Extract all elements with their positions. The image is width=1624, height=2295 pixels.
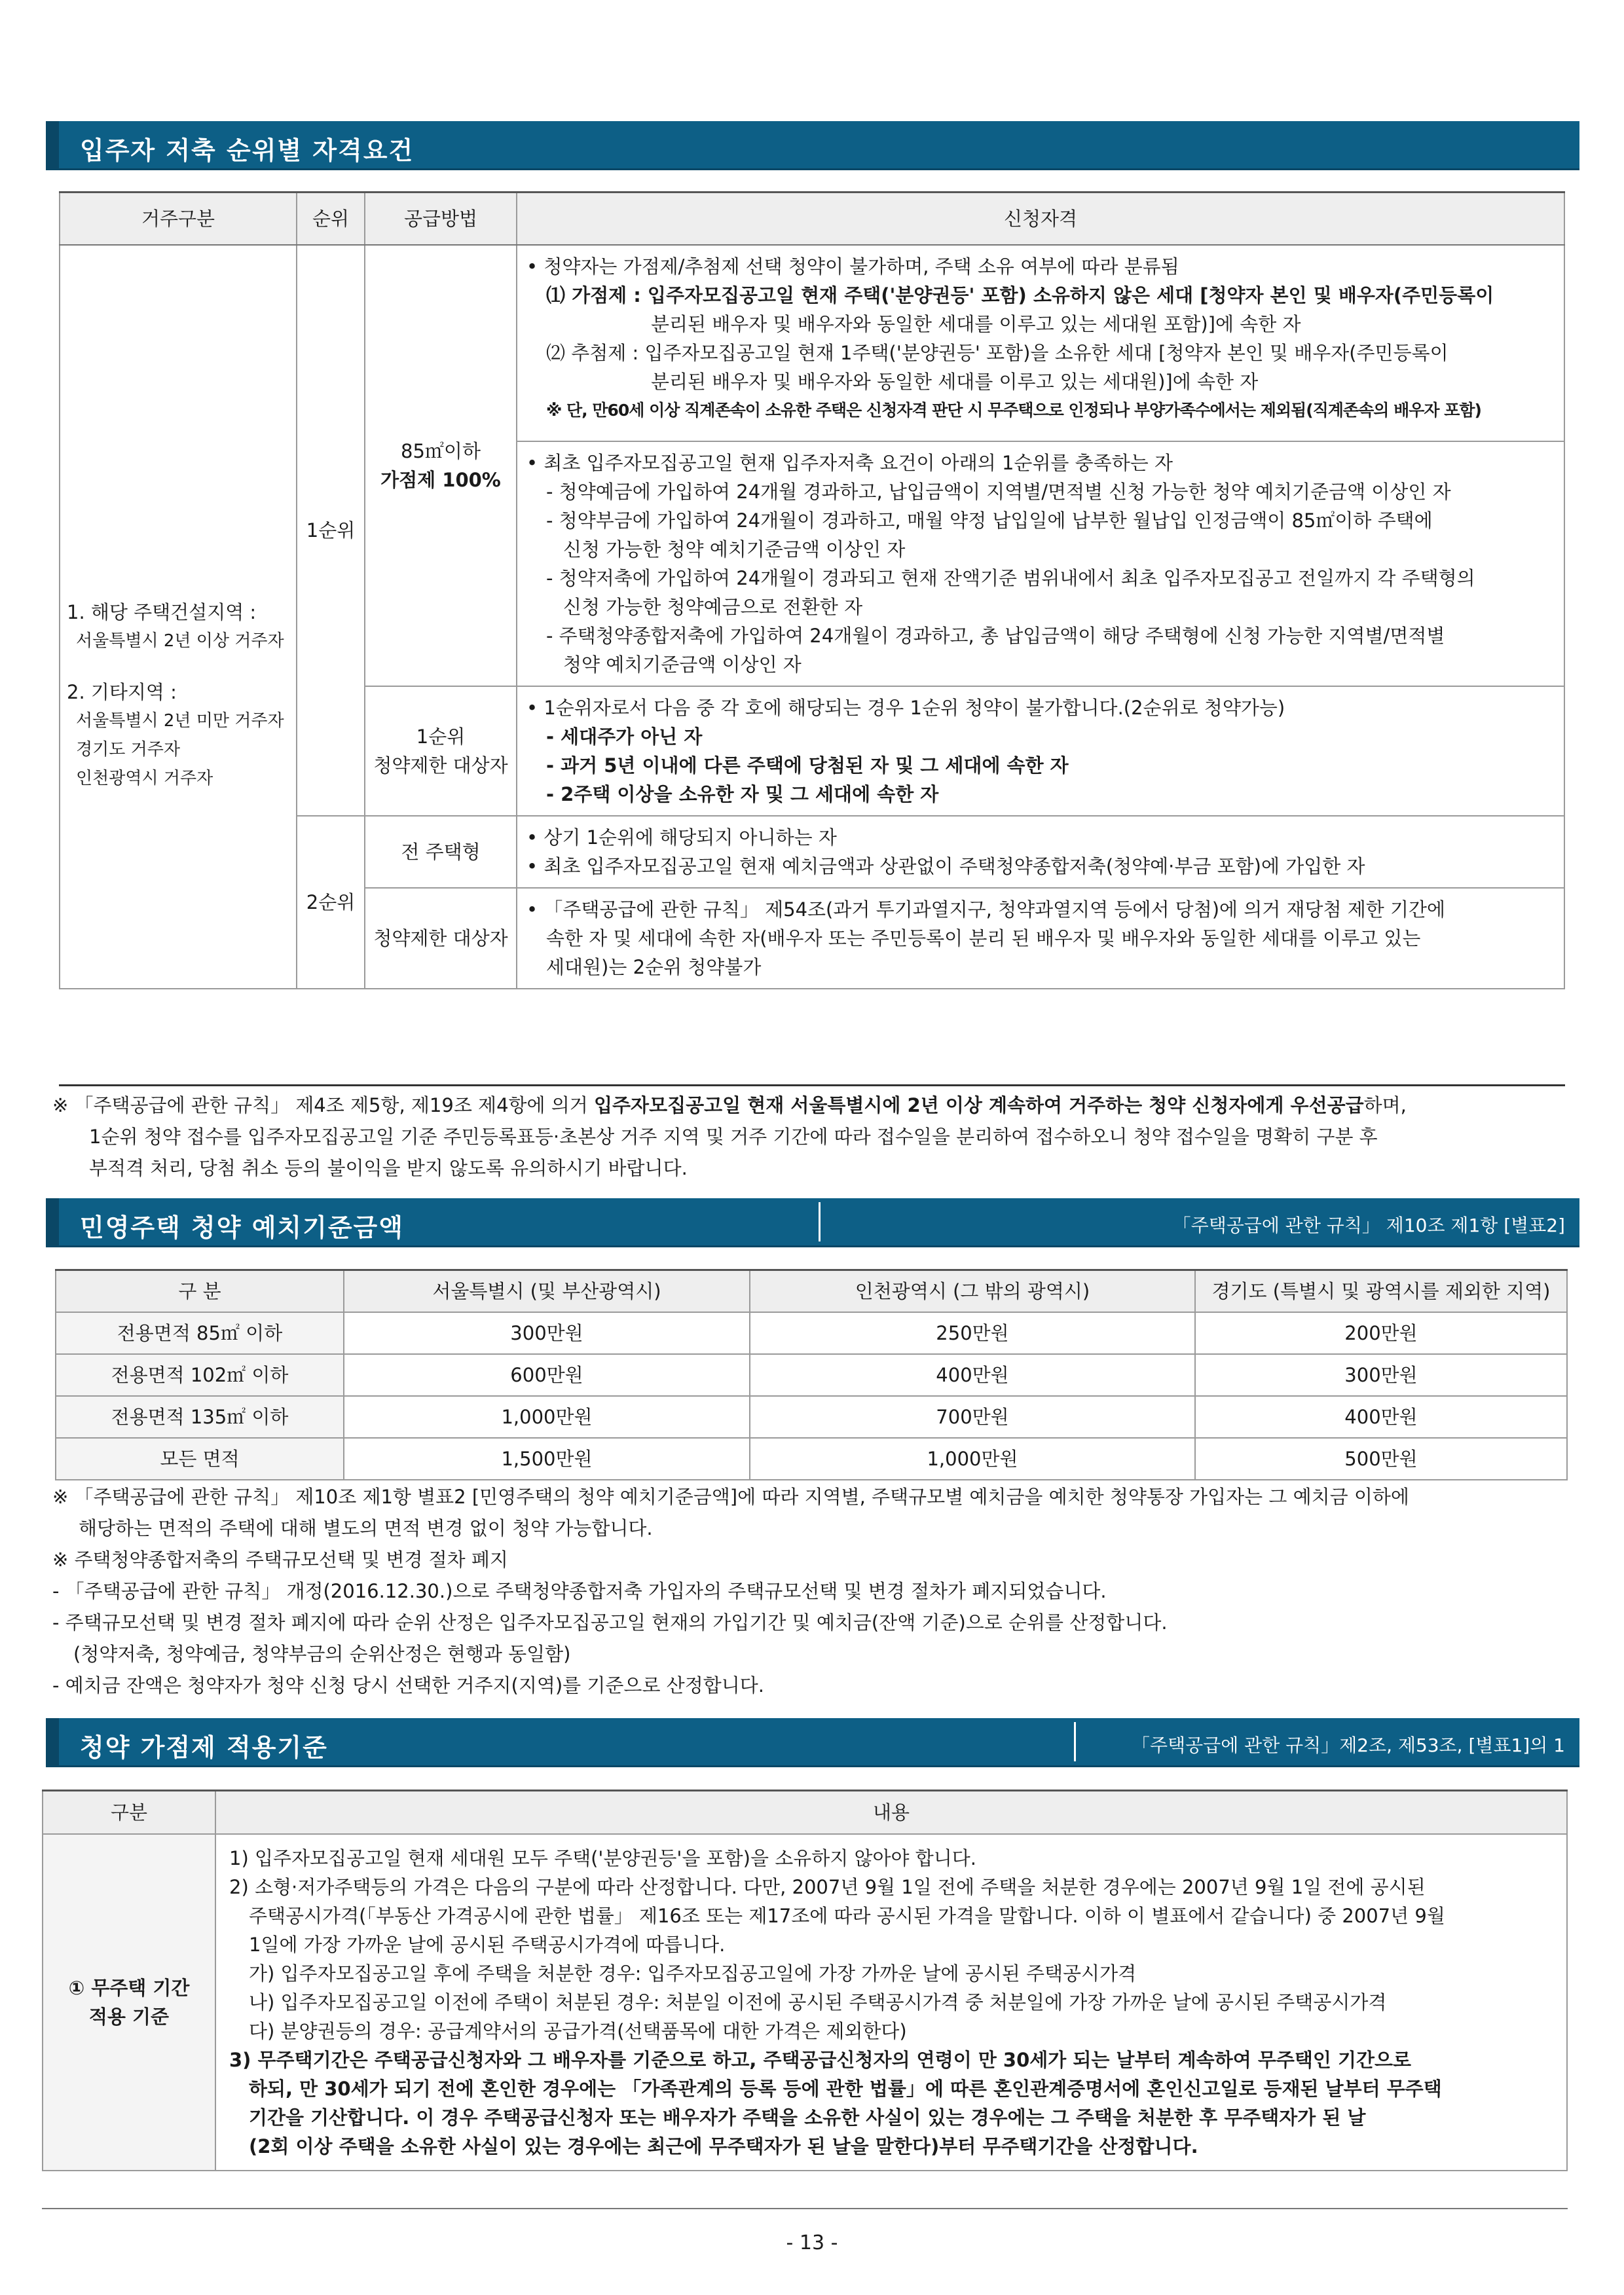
label-line: ① 무주택 기간 — [68, 1977, 190, 1999]
method-point: 가점제 100% — [380, 469, 501, 491]
header-category: 구 분 — [56, 1270, 344, 1313]
qualification-table — [59, 191, 1565, 989]
table-header-row — [56, 1270, 1567, 1313]
text-line: 기간을 기산합니다. 이 경우 주택공급신청자 또는 배우자가 주택을 소유한 사실이 있는 경우에는 그 주택을 처분한 후 무주택자가 된 날 — [249, 2106, 1366, 2129]
text-line: • 「주택공급에 관한 규칙」 제54조(과거 투기과열지구, 청약과열지역 등에서 당첨)에 의거 재당첨 제한 기간에 — [526, 898, 1446, 921]
cell-value: 1,500만원 — [344, 1438, 750, 1480]
priority-note-2: 1순위 청약 접수를 입주자모집공고일 기준 주민등록표등·초본상 거주 지역 및 거주 기간에 따라 접수일을 분리하여 접수하오니 청약 접수일을 명확히 구분 후 — [89, 1126, 1378, 1148]
table-header-row — [60, 193, 1564, 246]
cell-value: 400만원 — [750, 1354, 1195, 1396]
text-line: - 주택청약종합저축에 가입하여 24개월이 경과하고, 총 납입금액이 해당 주택형에 신청 가능한 지역별/면적별 — [546, 625, 1445, 647]
text-line: 1) 입주자모집공고일 현재 세대원 모두 주택('분양권등'을 포함)을 소유하지 않아야 합니다. — [229, 1847, 977, 1869]
cell-value: 300만원 — [1195, 1354, 1567, 1396]
cell-value: 400만원 — [1195, 1396, 1567, 1438]
qualification-cell-b — [517, 441, 1564, 686]
region-2-desc-2: 경기도 거주자 — [76, 740, 180, 760]
ref-divider — [1074, 1722, 1076, 1761]
region-2-desc-1: 서울특별시 2년 미만 거주자 — [76, 711, 284, 731]
section-title: 입주자 저축 순위별 자격요건 — [80, 136, 415, 165]
text-line: - 과거 5년 이내에 다른 주택에 당첨된 자 및 그 세대에 속한 자 — [546, 754, 1069, 777]
text-line: 청약 예치기준금액 이상인 자 — [563, 653, 802, 676]
spacer — [67, 655, 287, 678]
page-bottom-rule — [42, 2208, 1568, 2209]
text-line: 1일에 가장 가까운 날에 공시된 주택공시가격에 따릅니다. — [249, 1934, 726, 1956]
priority-note-3: 부적격 처리, 당첨 취소 등의 불이익을 받지 않도록 유의하시기 바랍니다. — [89, 1157, 688, 1179]
section-title: 민영주택 청약 예치기준금액 — [80, 1213, 404, 1242]
header-method: 공급방법 — [365, 193, 517, 246]
text-line: 신청 가능한 청약예금으로 전환한 자 — [563, 596, 863, 618]
text-line: - 2주택 이상을 소유한 자 및 그 세대에 속한 자 — [546, 783, 939, 805]
method-point-cell — [365, 245, 517, 686]
priority-note — [52, 1090, 1407, 1121]
method-label: 1순위 — [416, 725, 466, 748]
text-line: - 청약저축에 가입하여 24개월이 경과되고 현재 잔액기준 범위내에서 최초 입주자모집공고 전일까지 각 주택형의 — [546, 567, 1475, 589]
deposit-note-7: - 예치금 잔액은 청약자가 청약 신청 당시 선택한 거주지(지역)를 기준으로 산정합니다. — [52, 1674, 764, 1697]
text-line: • 청약자는 가점제/추첨제 선택 청약이 불가하며, 주택 소유 여부에 따라 분류됨 — [526, 255, 1179, 278]
text-line: 속한 자 및 세대에 속한 자(배우자 또는 주민등록이 분리 된 배우자 및 배우자와 동일한 세대를 이루고 있는 — [546, 927, 1421, 949]
deposit-note-1: ※ 「주택공급에 관한 규칙」 제10조 제1항 별표2 [민영주택의 청약 예치기준금액]에 따라 지역별, 주택규모별 예치금을 예치한 청약통장 가입자는 그 예치금 이하에 — [52, 1486, 1409, 1508]
table-row — [60, 245, 1564, 441]
text-line: 3) 무주택기간은 주택공급신청자와 그 배우자를 기준으로 하고, 주택공급신청자의 연령이 만 30세가 되는 날부터 계속하여 무주택인 기간으로 — [229, 2049, 1412, 2071]
cell-value: 1,000만원 — [750, 1438, 1195, 1480]
method-restricted-cell — [365, 686, 517, 816]
table-header-row — [43, 1791, 1567, 1835]
region-1-label: 1. 해당 주택건설지역 : — [67, 601, 257, 623]
table-bottom-rule — [59, 1084, 1565, 1086]
table-row — [56, 1396, 1567, 1438]
cell-value: 250만원 — [750, 1312, 1195, 1354]
section-title: 청약 가점제 적용기준 — [80, 1733, 328, 1762]
deposit-note-6: (청약저축, 청약예금, 청약부금의 순위산정은 현행과 동일함) — [73, 1643, 571, 1665]
section-header-point-system — [46, 1718, 1579, 1767]
method-restricted-2-cell: 청약제한 대상자 — [365, 888, 517, 989]
region-1-desc: 서울특별시 2년 이상 거주자 — [76, 631, 284, 651]
content-cell — [215, 1834, 1567, 2171]
text-line: • 최초 입주자모집공고일 현재 입주자저축 요건이 아래의 1순위를 충족하는 자 — [526, 452, 1173, 474]
region-2-desc-3: 인천광역시 거주자 — [76, 769, 213, 788]
qualification-cell-d — [517, 816, 1564, 888]
text-line: 다) 분양권등의 경우: 공급계약서의 공급가격(선택품목에 대한 가격은 제외한다) — [249, 2020, 907, 2042]
row-label: 전용면적 135㎡ 이하 — [56, 1396, 344, 1438]
ref-divider — [819, 1202, 821, 1241]
table-row — [56, 1354, 1567, 1396]
text-line: 하되, 만 30세가 되기 전에 혼인한 경우에는 「가족관계의 등록 등에 관한 법률」에 따른 혼인관계증명서에 혼인신고일로 등재된 날부터 무주택 — [249, 2078, 1442, 2100]
section-header-subscription-qualification — [46, 121, 1579, 170]
row-label: 모든 면적 — [56, 1438, 344, 1480]
text-line: (2회 이상 주택을 소유한 사실이 있는 경우에는 최근에 무주택자가 된 날을 말한다)부터 무주택기간을 산정합니다. — [249, 2135, 1198, 2157]
header-rank: 순위 — [297, 193, 365, 246]
header-residence: 거주구분 — [60, 193, 297, 246]
text-line: • 최초 입주자모집공고일 현재 예치금액과 상관없이 주택청약종합저축(청약예·부금 포함)에 가입한 자 — [526, 855, 1365, 877]
text-line: ⑵ 추첨제 : 입주자모집공고일 현재 1주택('분양권등' 포함)을 소유한 세대 [청약자 본인 및 배우자(주민등록이 — [546, 342, 1449, 364]
text-bold: ⑴ 가점제 : 입주자모집공고일 현재 주택('분양권등' 포함) 소유하지 않은 세대 [청약자 본인 및 배우자(주민등록이 — [546, 284, 1494, 306]
section-header-deposit-amount — [46, 1198, 1579, 1247]
method-area: 85㎡이하 — [401, 440, 481, 462]
section-accent — [46, 1198, 59, 1245]
deposit-note-3: ※ 주택청약종합저축의 주택규모선택 및 변경 절차 폐지 — [52, 1549, 508, 1571]
text-line: 분리된 배우자 및 배우자와 동일한 세대를 이루고 있는 세대원 포함)]에 속한 자 — [651, 313, 1301, 335]
text-line: ※ 단, 만60세 이상 직계존속이 소유한 주택은 신청자격 판단 시 무주택으로 인정되나 부양가족수에서는 제외됨(직계존속의 배우자 포함) — [546, 401, 1481, 420]
method-all-cell: 전 주택형 — [365, 816, 517, 888]
table-row — [56, 1312, 1567, 1354]
label-line: 적용 기준 — [88, 2006, 170, 2028]
text-line: 2) 소형·저가주택등의 가격은 다음의 구분에 따라 산정합니다. 다만, 2007년 9월 1일 전에 주택을 처분한 경우에는 2007년 9월 1일 전에 공시된 — [229, 1876, 1426, 1898]
cell-value: 200만원 — [1195, 1312, 1567, 1354]
section-reference: 「주택공급에 관한 규칙」 제10조 제1항 [별표2] — [1172, 1215, 1565, 1236]
method-label: 청약제한 대상자 — [373, 754, 508, 777]
header-seoul: 서울특별시 (및 부산광역시) — [344, 1270, 750, 1313]
text-line: 나) 입주자모집공고일 이전에 주택이 처분된 경우: 처분일 이전에 공시된 주택공시가격 중 처분일에 가장 가까운 날에 공시된 주택공시가격 — [249, 1991, 1387, 2013]
text-line — [526, 281, 1555, 310]
note-text: 하며, — [1363, 1094, 1407, 1116]
cell-value: 500만원 — [1195, 1438, 1567, 1480]
qualification-cell-c — [517, 686, 1564, 816]
row-label — [43, 1834, 215, 2171]
deposit-note-4: - 「주택공급에 관한 규칙」 개정(2016.12.30.)으로 주택청약종합저축 가입자의 주택규모선택 및 변경 절차가 폐지되었습니다. — [52, 1580, 1107, 1602]
note-text: ※ 「주택공급에 관한 규칙」 제4조 제5항, 제19조 제4항에 의거 — [52, 1094, 595, 1116]
header-gyeonggi: 경기도 (특별시 및 광역시를 제외한 지역) — [1195, 1270, 1567, 1313]
text-line: 분리된 배우자 및 배우자와 동일한 세대를 이루고 있는 세대원)]에 속한 자 — [651, 371, 1259, 393]
deposit-note-2: 해당하는 면적의 주택에 대해 별도의 면적 변경 없이 청약 가능합니다. — [79, 1517, 653, 1539]
note-bold: 입주자모집공고일 현재 서울특별시에 2년 이상 계속하여 거주하는 청약 신청자에게 우선공급 — [594, 1094, 1364, 1116]
residence-cell — [60, 245, 297, 989]
header-category: 구분 — [43, 1791, 215, 1835]
cell-value: 1,000만원 — [344, 1396, 750, 1438]
header-qualification: 신청자격 — [517, 193, 1564, 246]
row-label: 전용면적 85㎡ 이하 — [56, 1312, 344, 1354]
table-row — [56, 1438, 1567, 1480]
text-line: 세대원)는 2순위 청약불가 — [546, 956, 762, 978]
header-incheon: 인천광역시 (그 밖의 광역시) — [750, 1270, 1195, 1313]
region-2-label: 2. 기타지역 : — [67, 681, 177, 703]
cell-value: 300만원 — [344, 1312, 750, 1354]
text-line: • 상기 1순위에 해당되지 아니하는 자 — [526, 826, 837, 849]
text-line: 가) 입주자모집공고일 후에 주택을 처분한 경우: 입주자모집공고일에 가장 가까운 날에 공시된 주택공시가격 — [249, 1962, 1137, 1985]
section-accent — [46, 1718, 59, 1765]
section-accent — [46, 121, 59, 168]
text-line: • 1순위자로서 다음 중 각 호에 해당되는 경우 1순위 청약이 불가합니다.(2순위로 청약가능) — [526, 697, 1285, 719]
cell-value: 600만원 — [344, 1354, 750, 1396]
section-reference: 「주택공급에 관한 규칙」제2조, 제53조, [별표1]의 1 — [1132, 1735, 1565, 1756]
deposit-note-5: - 주택규모선택 및 변경 절차 폐지에 따라 순위 산정은 입주자모집공고일 현재의 가입기간 및 예치금(잔액 기준)으로 순위를 산정합니다. — [52, 1611, 1168, 1634]
cell-value: 700만원 — [750, 1396, 1195, 1438]
text-line: - 청약부금에 가입하여 24개월이 경과하고, 매월 약정 납입일에 납부한 월납입 인정금액이 85㎡이하 주택에 — [546, 509, 1433, 532]
qualification-cell-e — [517, 888, 1564, 989]
rank-1-cell: 1순위 — [297, 245, 365, 816]
rank-2-cell: 2순위 — [297, 816, 365, 989]
text-line: 신청 가능한 청약 예치기준금액 이상인 자 — [563, 538, 906, 560]
deposit-table — [55, 1269, 1568, 1480]
point-system-table — [42, 1790, 1568, 2171]
text-line: - 세대주가 아닌 자 — [546, 725, 703, 748]
text-line: 주택공시가격(「부동산 가격공시에 관한 법률」 제16조 또는 제17조에 따라 공시된 가격을 말합니다. 이하 이 별표에서 같습니다) 중 2007년 9월 — [249, 1905, 1445, 1927]
qualification-cell-a — [517, 245, 1564, 441]
row-label: 전용면적 102㎡ 이하 — [56, 1354, 344, 1396]
table-row — [43, 1834, 1567, 2171]
page-number: - 13 - — [786, 2231, 838, 2254]
header-content: 내용 — [215, 1791, 1567, 1835]
text-line: - 청약예금에 가입하여 24개월 경과하고, 납입금액이 지역별/면적별 신청 가능한 청약 예치기준금액 이상인 자 — [546, 481, 1451, 503]
